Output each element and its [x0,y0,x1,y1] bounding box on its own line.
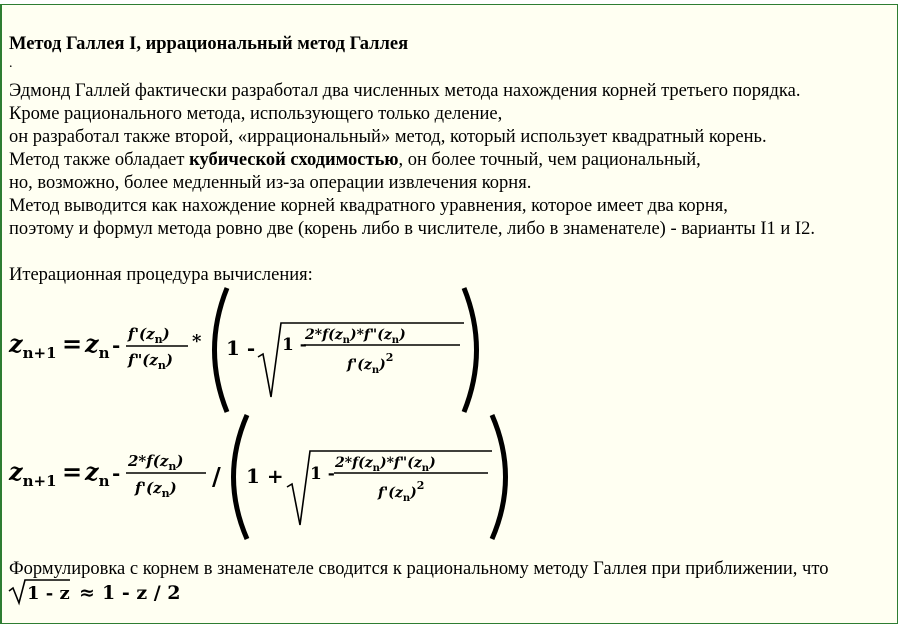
text-line-6: Метод выводится как нахождение корней квадратного уравнения, которое имеет два корня, [9,196,728,216]
text-line-4-bold: кубической сходимостью [189,150,399,170]
f1-minus: - [112,333,121,357]
f1-op: * [192,331,202,352]
approx-root: 1 - z [27,583,70,604]
f1-one: 1 - [226,336,256,360]
formula-1 [8,288,477,412]
f2-lhs: $z_{n+1}$ [9,457,57,490]
f2-eq: = [62,457,83,486]
f2-minus: - [112,461,121,485]
f2-op: / [212,462,221,491]
formulas [2,5,900,625]
text-line-4-post: , он более точный, чем рациональный, [398,150,701,170]
dot-line: . [9,56,13,71]
f2-paren-right [492,415,506,539]
f2-inner-one: 1 - [310,464,335,484]
iteration-label: Итерационная процедура вычисления: [9,265,313,285]
f1-inner-num: $2*f(z_n)*f"(z_n)$ [305,327,406,346]
f1-lhs: $z_{n+1}$ [9,329,57,362]
formula-2 [8,415,506,539]
f1-eq: = [62,329,83,358]
text-line-1: Эдмонд Галлей фактически разработал два численных метода нахождения корней третьего порядка. [9,81,801,101]
approx-rhs: 1 - z / 2 [102,582,181,604]
f2-den: $f'(z_n)$ [135,479,177,500]
page-title: Метод Галлея I, иррациональный метод Галлея [9,34,409,54]
document-frame [0,4,898,624]
f2-paren-left [234,415,248,539]
text-line-7: поэтому и формул метода ровно две (корень либо в числителе, либо в знаменателе) - варианты I1 и I2. [9,219,815,239]
f1-num: $f'(z_n)$ [128,325,170,346]
f1-paren-right [464,288,477,412]
f2-inner-den: $f'(z_n)^2$ [378,479,425,504]
f2-one: 1 + [246,464,284,488]
text-line-2: Кроме рационального метода, использующего только деление, [9,104,503,124]
f1-z: $z_n$ [85,329,110,362]
f2-z: $z_n$ [85,457,110,490]
text-line-4-pre: Метод также обладает [9,150,190,170]
f1-inner-one: 1 - [282,335,307,355]
approx-sym: ≈ [79,582,95,604]
text-line-5: но, возможно, более медленный из-за операции извлечения корня. [9,173,532,193]
approximation [9,580,181,604]
f1-inner-den: $f'(z_n)^2$ [347,351,394,376]
text-line-3: он разработал также второй, «иррациональный» метод, который использует квадратный корень. [9,127,767,147]
f2-inner-num: $2*f(z_n)*f"(z_n)$ [335,455,436,474]
f2-num: $2*f(z_n)$ [128,452,184,473]
conclusion-line: Формулировка с корнем в знаменателе сводится к рациональному методу Галлея при приближении, что [9,559,829,579]
f1-den: $f"(z_n)$ [128,351,173,372]
